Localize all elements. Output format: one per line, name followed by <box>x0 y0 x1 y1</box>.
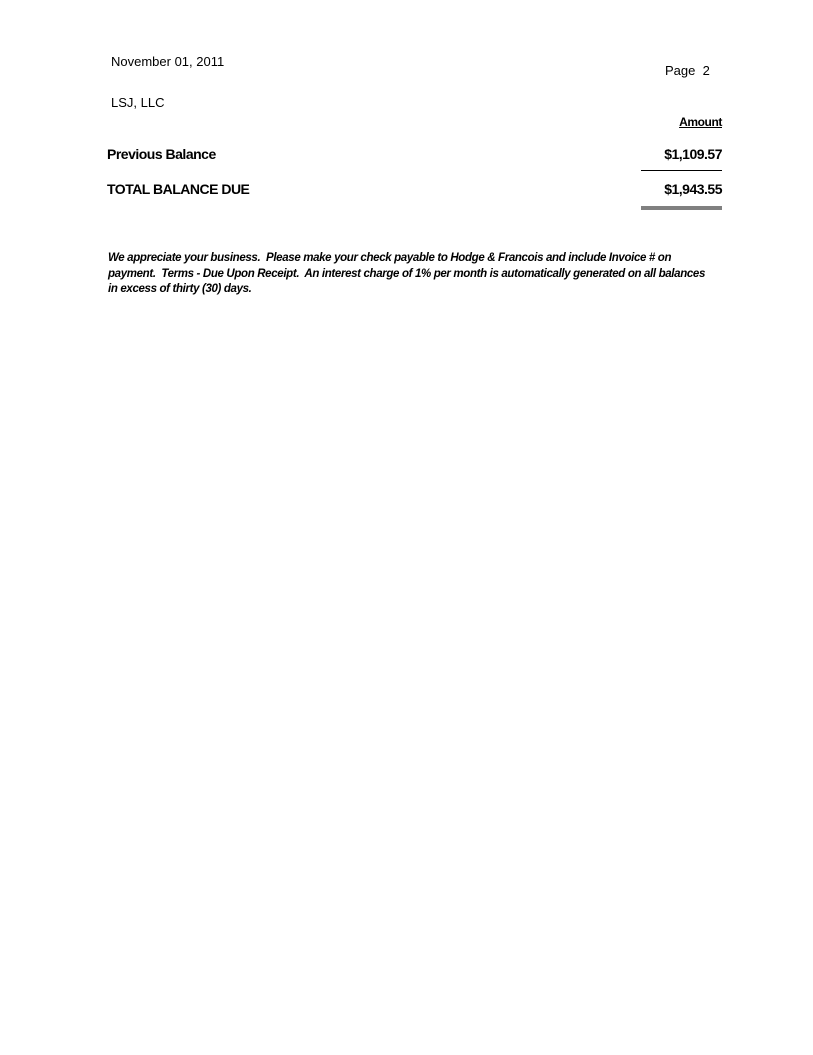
payment-terms-line-2: payment. Terms - Due Upon Receipt. An interest charge of 1% per month is automatically generated on all balances <box>108 267 706 280</box>
previous-balance-value: $1,109.57 <box>664 146 722 162</box>
payment-terms-note <box>108 251 728 298</box>
page-number: Page 2 <box>665 63 710 78</box>
amount-column-header: Amount <box>679 115 722 129</box>
total-balance-due-value: $1,943.55 <box>664 181 722 197</box>
subtotal-rule <box>641 170 722 171</box>
invoice-date: November 01, 2011 <box>111 54 225 69</box>
previous-balance-label: Previous Balance <box>107 146 216 162</box>
total-rule <box>641 206 722 210</box>
total-balance-due-label: TOTAL BALANCE DUE <box>107 181 250 197</box>
client-name: LSJ, LLC <box>111 95 165 110</box>
payment-terms-line-1: We appreciate your business. Please make your check payable to Hodge & Francois and include Invoice # on <box>108 252 672 264</box>
payment-terms-line-3: in excess of thirty (30) days. <box>108 283 252 295</box>
